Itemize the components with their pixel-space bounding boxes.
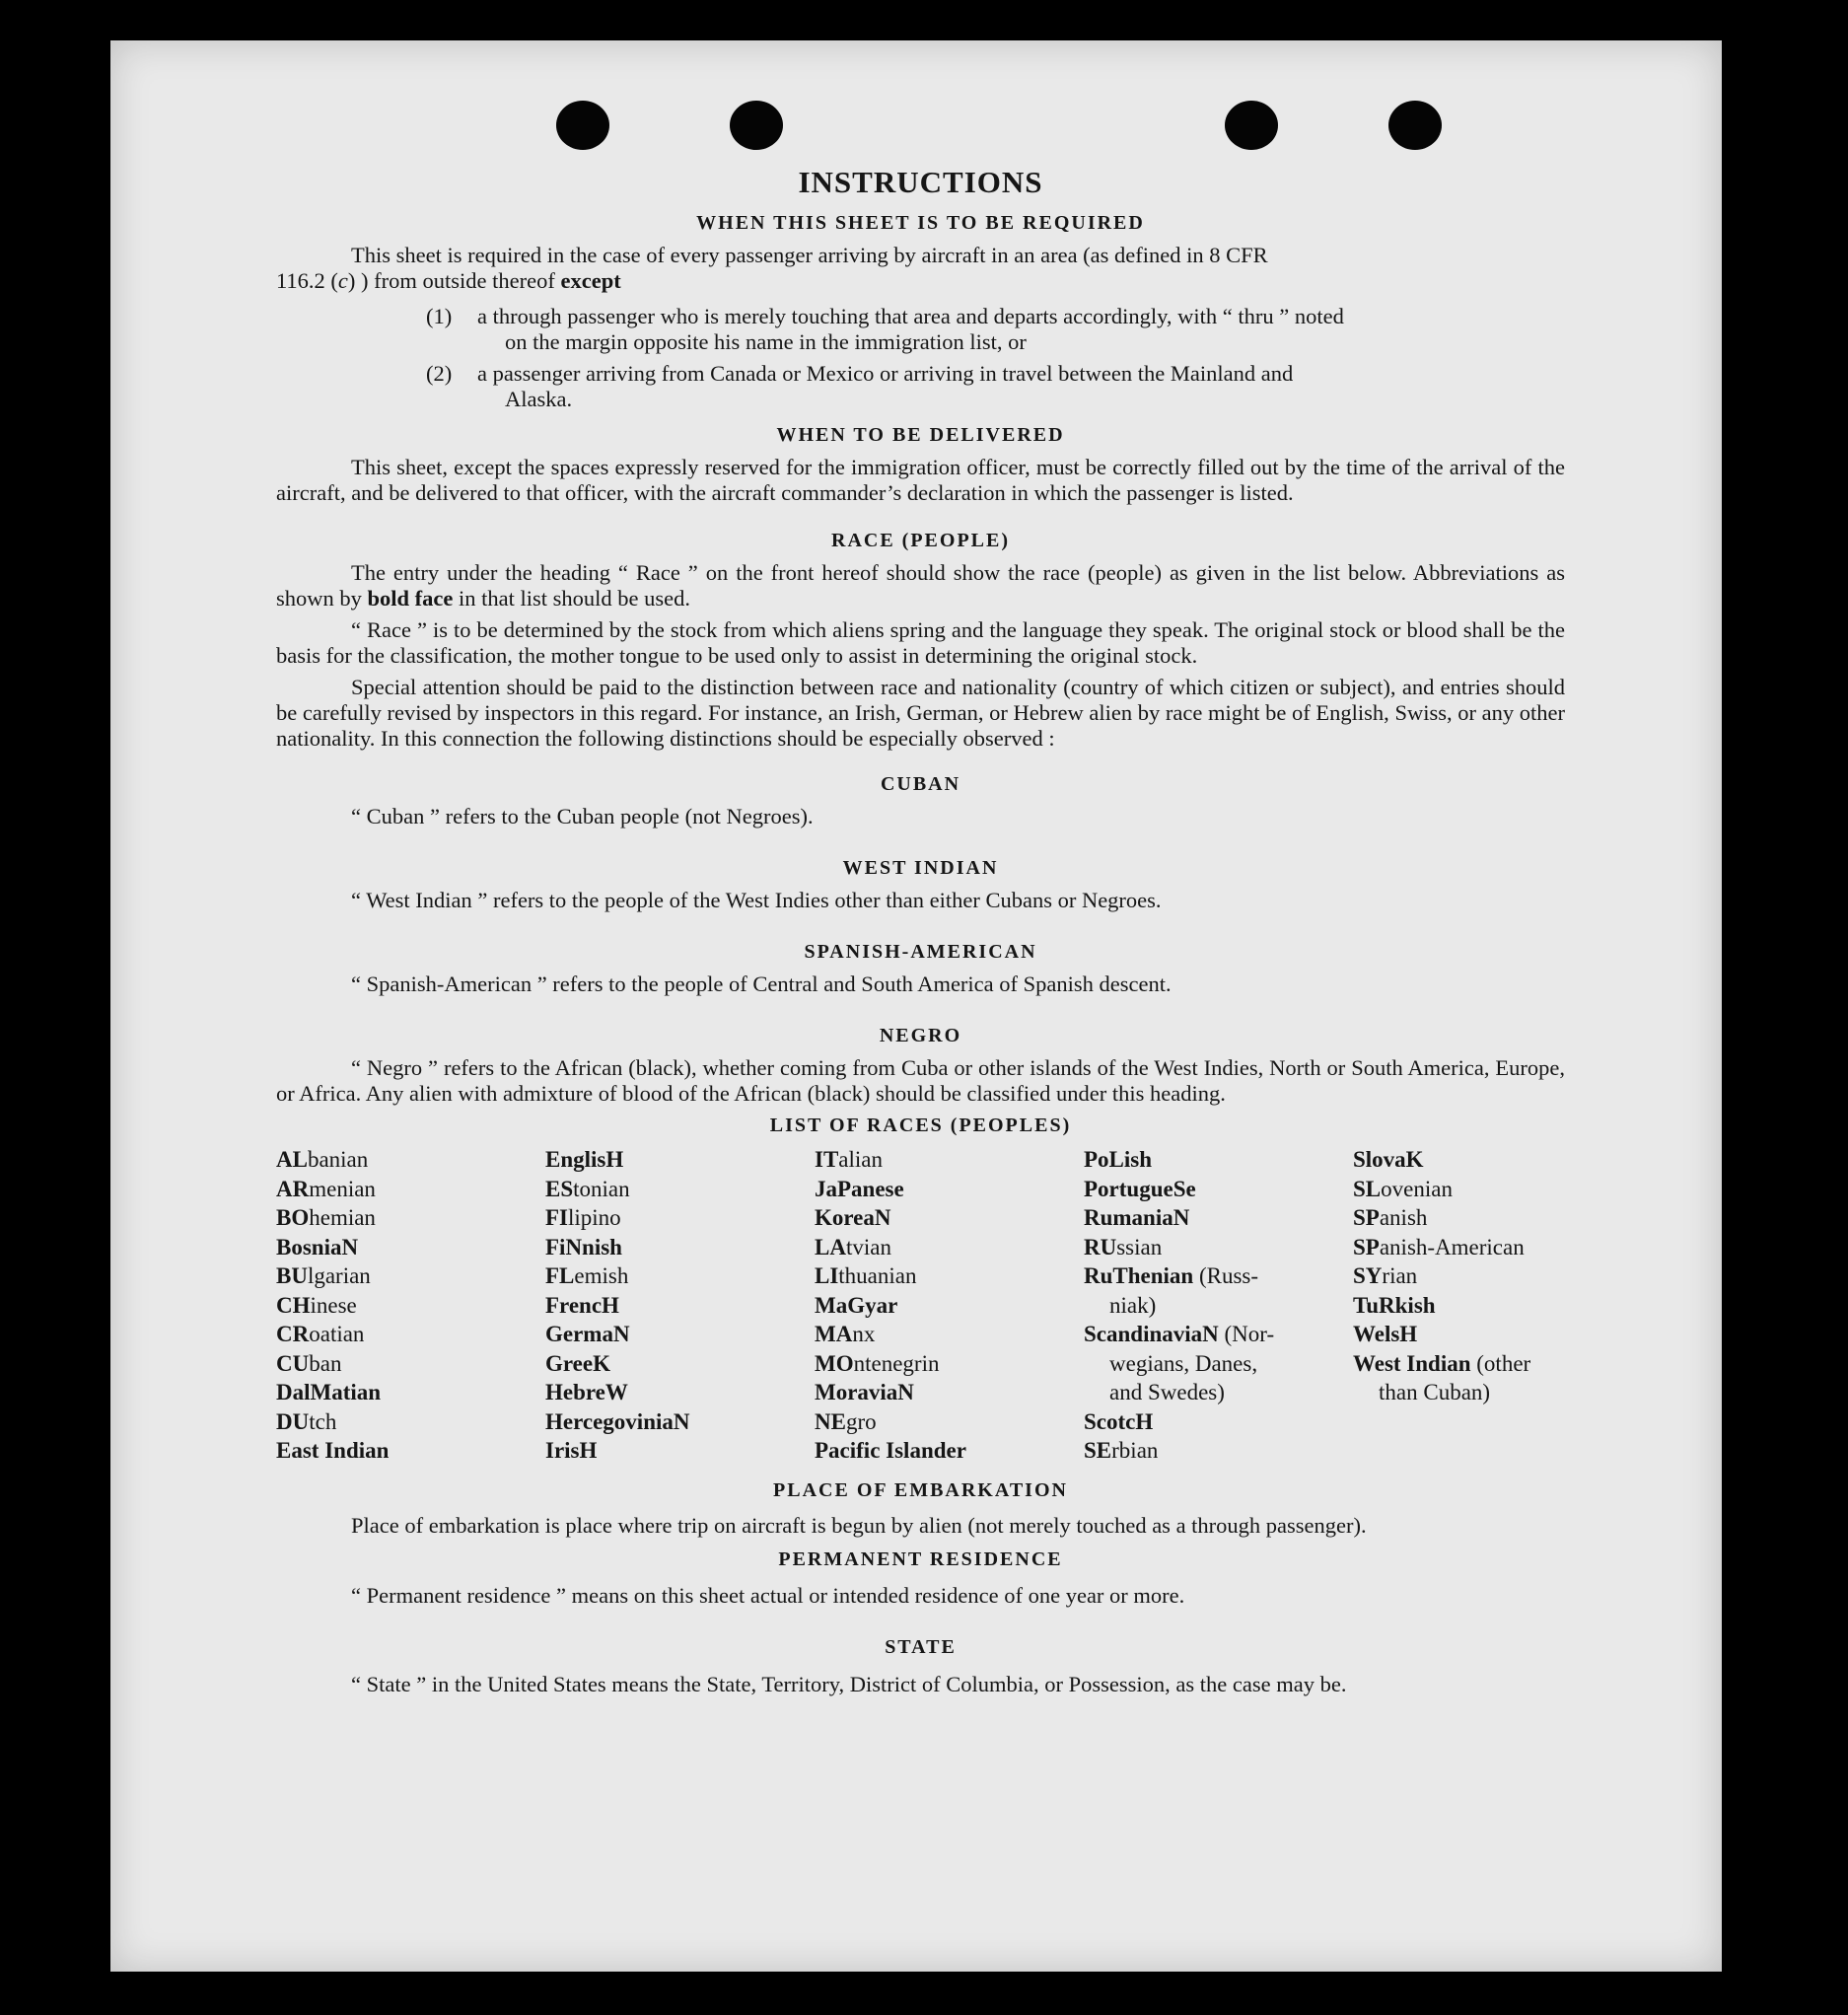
race-entry: LIthuanian: [815, 1263, 917, 1288]
race-entry: GreeK: [545, 1350, 610, 1376]
race-entry: MOntenegrin: [815, 1350, 940, 1376]
page-title: INSTRUCTIONS: [798, 165, 1043, 199]
race-entry: Pacific Islander: [815, 1438, 966, 1463]
race-entry: LAtvian: [815, 1234, 891, 1259]
race-entry: JaPanese: [815, 1176, 904, 1201]
heading-when-required: WHEN THIS SHEET IS TO BE REQUIRED: [696, 212, 1145, 234]
race-entry: DalMatian: [276, 1380, 382, 1404]
race-entry: BOhemian: [276, 1205, 376, 1230]
heading-list-of-races: LIST OF RACES (PEOPLES): [769, 1115, 1072, 1136]
heading-embarkation: PLACE OF EMBARKATION: [773, 1478, 1068, 1501]
race-entry: SPanish: [1353, 1205, 1428, 1230]
race-entry: GermaN: [545, 1322, 630, 1346]
race-entry-continuation: than Cuban): [1379, 1380, 1491, 1404]
race-entry: MaGyar: [815, 1292, 898, 1318]
race-entry-continuation: and Swedes): [1109, 1380, 1225, 1404]
race-entry: DUtch: [276, 1408, 337, 1434]
race-entry: RumaniaN: [1084, 1205, 1190, 1230]
negro-text: “ Negro ” refers to the African (black), whether coming from Cuba or other islands of the West Indies, North or South America, Europe, or Africa. Any alien with admixture of blood of the African (black) should be classified under this heading.: [276, 1055, 1565, 1106]
west-indian-text: “ West Indian ” refers to the people of the West Indies other than either Cubans or Negroes.: [351, 888, 1162, 912]
state-text: “ State ” in the United States means the State, Territory, District of Columbia, or Possession, as the case may be.: [351, 1671, 1347, 1696]
race-entry: EnglisH: [545, 1147, 624, 1172]
race-entry: MAnx: [815, 1322, 876, 1346]
race-entry: ARmenian: [276, 1176, 376, 1201]
race-entry: CRoatian: [276, 1322, 365, 1346]
race-entry: SlovaK: [1353, 1147, 1424, 1172]
race-entry: CUban: [276, 1350, 342, 1376]
race-entry: East Indian: [276, 1438, 390, 1463]
race-entry: ITalian: [815, 1147, 883, 1172]
race-entry: ALbanian: [276, 1147, 369, 1172]
race-entry: ScandinaviaN (Nor-: [1084, 1322, 1275, 1346]
races-column: [276, 1145, 545, 1466]
spanish-american-text: “ Spanish-American ” refers to the people of Central and South America of Spanish descent.: [351, 972, 1172, 996]
race-entry-continuation: wegians, Danes,: [1109, 1350, 1258, 1376]
embarkation-text: Place of embarkation is place where trip on aircraft is begun by alien (not merely touched as a through passenger).: [351, 1512, 1367, 1538]
race-entry: BosniaN: [276, 1234, 359, 1259]
race-entry: MoraviaN: [815, 1380, 914, 1404]
race-entry: HercegoviniaN: [545, 1408, 690, 1434]
race-paragraph-3: Special attention should be paid to the distinction between race and nationality (country of which citizen or subject), and entries should be carefully revised by inspectors in this regard. For instance, an Irish, German, or Hebrew alien by race might be of English, Swiss, or any other nationality. In this connection the following distinctions should be especially observed :: [276, 675, 1565, 751]
races-column: [815, 1145, 1084, 1466]
heading-spanish-american: SPANISH-AMERICAN: [804, 941, 1037, 963]
heading-west-indian: WEST INDIAN: [842, 857, 999, 879]
cuban-text: “ Cuban ” refers to the Cuban people (not Negroes).: [351, 804, 814, 828]
heading-negro: NEGRO: [879, 1025, 962, 1046]
race-entry: EStonian: [545, 1176, 630, 1201]
list-item: (2) a passenger arriving from Canada or Mexico or arriving in travel between the Mainland and Alaska.: [426, 361, 1294, 411]
race-entry: HebreW: [545, 1380, 628, 1404]
heading-when-delivered: WHEN TO BE DELIVERED: [776, 424, 1065, 446]
race-entry: RUssian: [1084, 1234, 1163, 1259]
race-entry: SErbian: [1084, 1438, 1159, 1463]
race-entry: FLemish: [545, 1263, 629, 1288]
races-column: [1353, 1145, 1622, 1466]
race-entry: TuRkish: [1353, 1292, 1436, 1318]
races-column: [1084, 1145, 1353, 1466]
race-entry: FrencH: [545, 1292, 619, 1318]
race-paragraph-1: The entry under the heading “ Race ” on the front hereof should show the race (people) as given in the list below. Abbreviations as shown by bold face in that list should be used.: [276, 560, 1565, 611]
race-entry: IrisH: [545, 1438, 598, 1463]
heading-state: STATE: [885, 1635, 957, 1658]
race-entry: NEgro: [815, 1408, 877, 1434]
race-entry: SLovenian: [1353, 1176, 1453, 1201]
race-entry: FIlipino: [545, 1205, 621, 1230]
race-entry: FiNnish: [545, 1234, 622, 1259]
heading-race: RACE (PEOPLE): [831, 530, 1010, 551]
race-entry: WelsH: [1353, 1322, 1418, 1346]
races-table: [276, 1145, 1565, 1466]
race-entry: West Indian (other: [1353, 1350, 1531, 1376]
when-required-intro: This sheet is required in the case of every passenger arriving by aircraft in an area (as defined in 8 CFR 116.2 (c) ) from outside thereof except: [276, 243, 1268, 293]
race-entry: RuThenian (Russ-: [1084, 1263, 1259, 1288]
heading-permanent-residence: PERMANENT RESIDENCE: [778, 1547, 1063, 1570]
race-entry: ScotcH: [1084, 1408, 1154, 1434]
residence-text: “ Permanent residence ” means on this sheet actual or intended residence of one year or more.: [351, 1582, 1185, 1608]
race-entry: PoLish: [1084, 1147, 1153, 1172]
race-entry: CHinese: [276, 1292, 357, 1318]
race-entry: PortugueSe: [1084, 1176, 1196, 1201]
race-entry-continuation: niak): [1109, 1292, 1157, 1318]
races-column: [545, 1145, 815, 1466]
list-item: (1) a through passenger who is merely touching that area and departs accordingly, with “ thru ” noted on the margin opposite his name in the immigration list, or: [426, 304, 1344, 354]
heading-cuban: CUBAN: [880, 773, 961, 795]
race-entry: BUlgarian: [276, 1263, 371, 1288]
when-delivered-text: This sheet, except the spaces expressly reserved for the immigration officer, must be correctly filled out by the time of the arrival of the aircraft, and be delivered to that officer, with the aircraft commander’s declaration in which the passenger is listed.: [276, 455, 1565, 505]
race-entry: KoreaN: [815, 1205, 891, 1230]
race-entry: SYrian: [1353, 1263, 1418, 1288]
race-paragraph-2: “ Race ” is to be determined by the stock from which aliens spring and the language they speak. The original stock or blood shall be the basis for the classification, the mother tongue to be used only to assist in determining the original stock.: [276, 617, 1565, 668]
race-entry: SPanish-American: [1353, 1234, 1525, 1259]
